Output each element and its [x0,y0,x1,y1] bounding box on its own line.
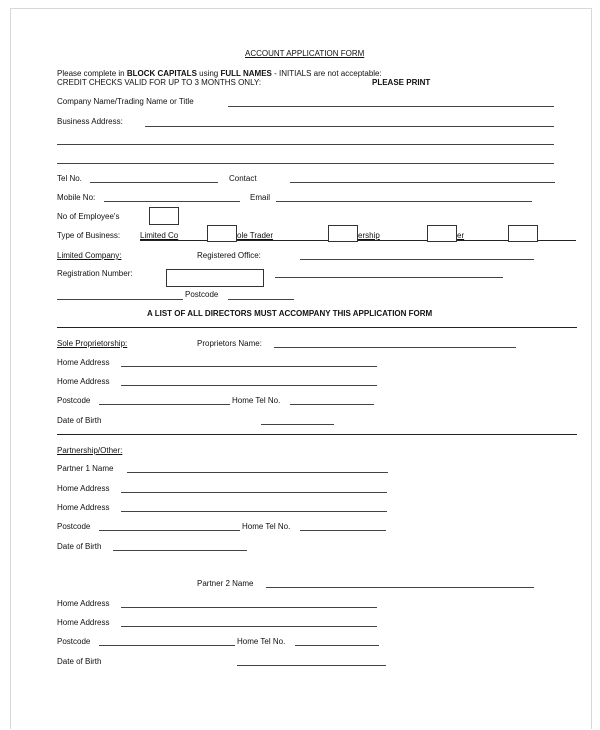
p1-home-address-field-2[interactable] [121,511,387,512]
sole-dob-field[interactable] [261,424,334,425]
form-title: ACCOUNT APPLICATION FORM [245,49,365,58]
partner1-name-label: Partner 1 Name [57,464,114,473]
sole-trader-checkbox[interactable] [207,225,237,242]
partner2-name-field[interactable] [266,587,534,588]
proprietors-name-field[interactable] [274,347,516,348]
partnership-option: ership [358,231,380,240]
contact-label: Contact [229,174,257,183]
email-field[interactable] [276,201,532,202]
p2-home-address-label-1: Home Address [57,599,110,608]
intro-block-capitals: BLOCK CAPITALS [126,69,197,78]
p1-dob-field[interactable] [113,550,247,551]
sole-home-address-field-2[interactable] [121,385,377,386]
registration-number-label: Registration Number: [57,269,133,278]
p1-home-tel-field[interactable] [300,530,386,531]
limited-company-heading: Limited Company: [57,251,122,260]
business-address-field-3[interactable] [57,163,554,164]
sole-home-address-label-1: Home Address [57,358,110,367]
limited-co-checkbox[interactable] [508,225,538,242]
sole-home-address-field-1[interactable] [121,366,377,367]
sole-trader-option: ole Trader [237,231,274,240]
p2-home-tel-label: Home Tel No. [237,637,286,646]
partner1-name-field[interactable] [127,472,388,473]
registered-office-label: Registered Office: [197,251,261,260]
p1-home-tel-label: Home Tel No. [242,522,291,531]
sole-home-tel-field[interactable] [290,404,374,405]
business-address-field-2[interactable] [57,144,554,145]
p1-home-address-label-1: Home Address [57,484,110,493]
other-option: er [457,231,465,240]
sole-postcode-field[interactable] [99,404,230,405]
other-checkbox[interactable] [427,225,457,242]
sole-postcode-label: Postcode [57,396,91,405]
sole-home-address-label-2: Home Address [57,377,110,386]
type-of-business-label: Type of Business: [57,231,121,240]
p1-home-address-label-2: Home Address [57,503,110,512]
p2-home-tel-field[interactable] [295,645,379,646]
partnership-checkbox[interactable] [328,225,358,242]
please-print-note: PLEASE PRINT [372,78,431,87]
intro-full-names: FULL NAMES [220,69,272,78]
business-address-field-1[interactable] [145,126,554,127]
mobile-label: Mobile No: [57,193,96,202]
employees-label: No of Employee's [57,212,120,221]
p2-postcode-label: Postcode [57,637,91,646]
registration-number-box[interactable] [166,269,264,287]
section-rule-1 [57,327,577,328]
postcode-label: Postcode [185,290,219,299]
p2-dob-field[interactable] [237,665,386,666]
company-name-field[interactable] [228,106,554,107]
partnership-heading: Partnership/Other: [57,446,123,455]
mobile-field[interactable] [104,201,240,202]
registered-office-field-2[interactable] [275,277,503,278]
sole-home-tel-label: Home Tel No. [232,396,281,405]
company-name-label: Company Name/Trading Name or Title [57,97,194,106]
sole-proprietorship-heading: Sole Proprietorship: [57,339,128,348]
registered-office-field[interactable] [300,259,534,260]
p1-postcode-label: Postcode [57,522,91,531]
p2-home-address-label-2: Home Address [57,618,110,627]
intro-text-3: - INITIALS are not acceptable: [271,69,382,78]
p1-dob-label: Date of Birth [57,542,102,551]
contact-field[interactable] [290,182,555,183]
credit-check-note: CREDIT CHECKS VALID FOR UP TO 3 MONTHS ONLY: [57,78,262,87]
p2-home-address-field-1[interactable] [121,607,377,608]
p2-postcode-field[interactable] [99,645,235,646]
tel-label: Tel No. [57,174,82,183]
sole-dob-label: Date of Birth [57,416,102,425]
p1-home-address-field-1[interactable] [121,492,387,493]
directors-heading: A LIST OF ALL DIRECTORS MUST ACCOMPANY THIS APPLICATION FORM [147,309,433,318]
business-address-label: Business Address: [57,117,123,126]
limited-co-option: Limited Co [140,231,179,240]
registered-office-field-3[interactable] [57,299,183,300]
tel-field[interactable] [90,182,218,183]
limited-postcode-field[interactable] [228,299,294,300]
intro-text-2: using [196,69,221,78]
email-label: Email [250,193,271,202]
proprietors-name-label: Proprietors Name: [197,339,262,348]
employees-box[interactable] [149,207,179,225]
section-rule-2 [57,434,577,435]
p2-home-address-field-2[interactable] [121,626,377,627]
intro-text-1: Please complete in [57,69,127,78]
partner2-name-label: Partner 2 Name [197,579,254,588]
p1-postcode-field[interactable] [99,530,240,531]
p2-dob-label: Date of Birth [57,657,102,666]
